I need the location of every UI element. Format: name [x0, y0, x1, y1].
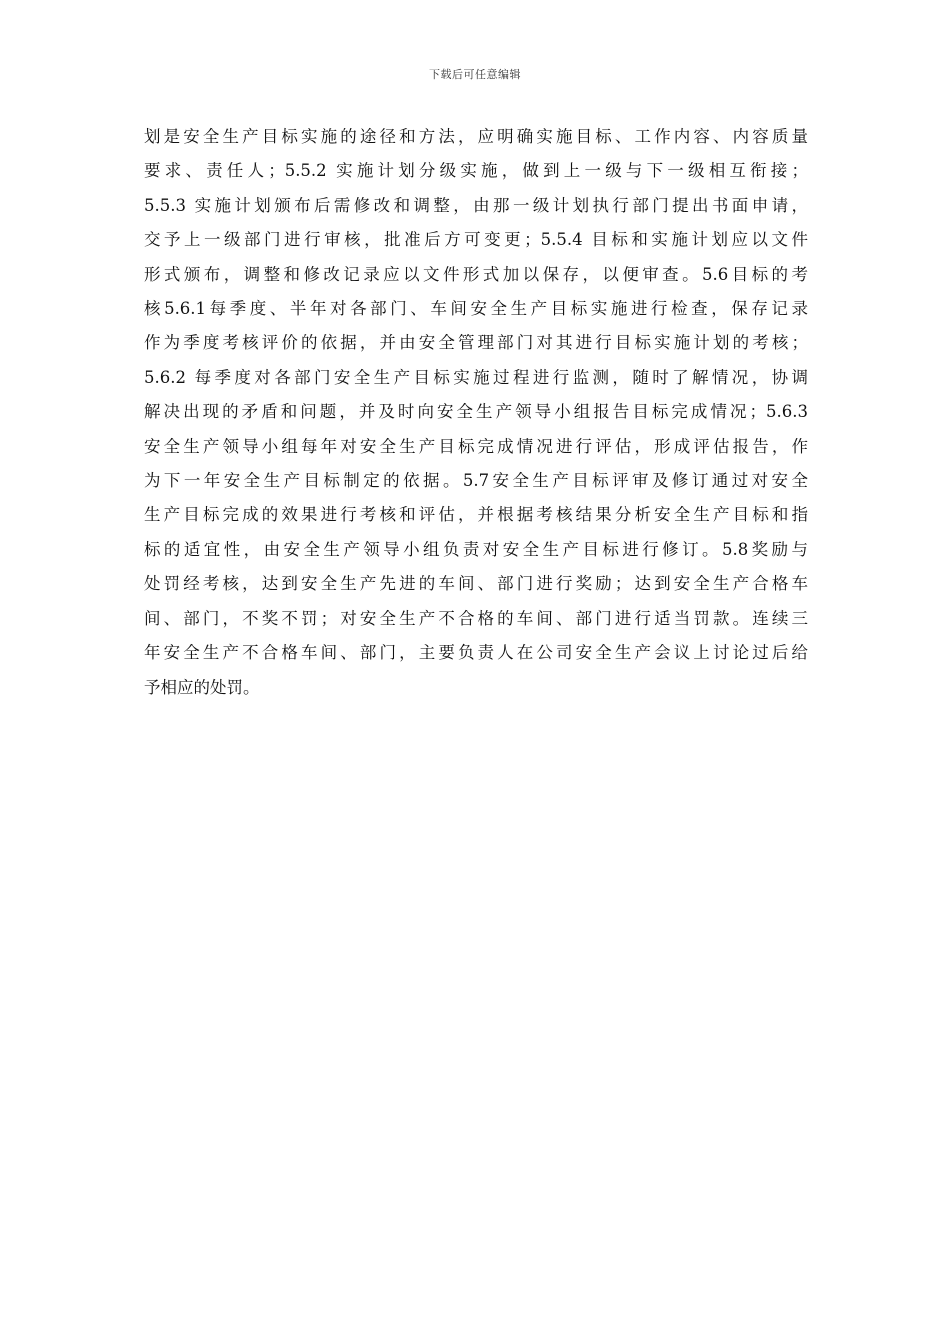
- body-paragraph: [144, 120, 808, 705]
- text-line: 5.6.2 每季度对各部门安全生产目标实施过程进行监测，随时了解情况，协调: [144, 367, 808, 387]
- text-line: 5.5.3 实施计划颁布后需修改和调整，由那一级计划执行部门提出书面申请，: [144, 195, 808, 215]
- text-line: 解决出现的矛盾和问题，并及时向安全生产领导小组报告目标完成情况；5.6.3: [144, 402, 808, 422]
- text-line: 要求、责任人；5.5.2 实施计划分级实施，做到上一级与下一级相互衔接；: [144, 161, 808, 181]
- text-line: 核5.6.1每季度、半年对各部门、车间安全生产目标实施进行检查，保存记录: [144, 299, 808, 319]
- text-line: 划是安全生产目标实施的途径和方法，应明确实施目标、工作内容、内容质量: [144, 127, 808, 146]
- text-line: 安全生产领导小组每年对安全生产目标完成情况进行评估，形成评估报告，作: [144, 436, 808, 456]
- text-line: 形式颁布，调整和修改记录应以文件形式加以保存，以便审查。5.6目标的考: [144, 264, 808, 284]
- text-line: 处罚经考核，达到安全生产先进的车间、部门进行奖励；达到安全生产合格车: [144, 574, 808, 594]
- text-line: 作为季度考核评价的依据，并由安全管理部门对其进行目标实施计划的考核；: [144, 333, 808, 353]
- page-header: 下载后可任意编辑: [429, 68, 521, 81]
- text-line: 生产目标完成的效果进行考核和评估，并根据考核结果分析安全生产目标和指: [144, 505, 808, 525]
- text-line: 交予上一级部门进行审核，批准后方可变更；5.5.4 目标和实施计划应以文件: [144, 230, 808, 250]
- text-line: 标的适宜性，由安全生产领导小组负责对安全生产目标进行修订。5.8奖励与: [144, 539, 808, 559]
- text-line: 为下一年安全生产目标制定的依据。5.7安全生产目标评审及修订通过对安全: [144, 471, 808, 491]
- text-line: 年安全生产不合格车间、部门，主要负责人在公司安全生产会议上讨论过后给: [144, 643, 808, 663]
- text-line: 予相应的处罚。: [144, 677, 260, 697]
- text-line: 间、部门，不奖不罚；对安全生产不合格的车间、部门进行适当罚款。连续三: [144, 608, 808, 628]
